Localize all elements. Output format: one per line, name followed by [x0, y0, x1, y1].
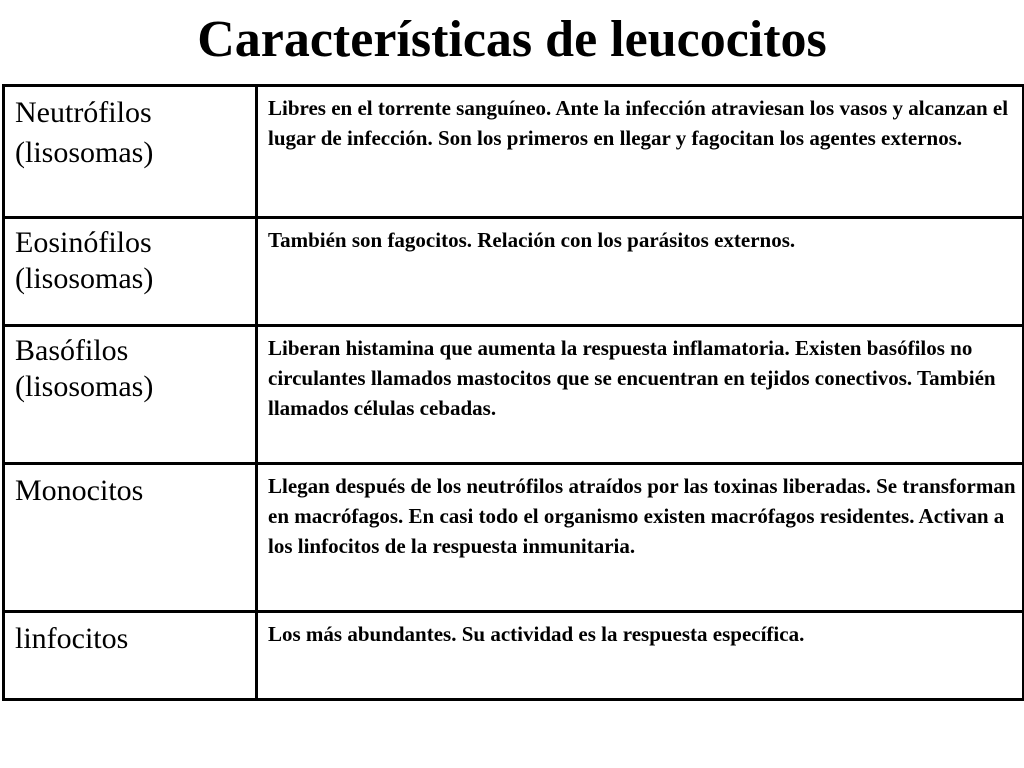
cell-description-linfocitos: Los más abundantes. Su actividad es la respuesta específica. — [257, 612, 1024, 700]
table-row — [4, 86, 1024, 218]
cell-description-basofilos: Liberan histamina que aumenta la respuesta inflamatoria. Existen basófilos no circulantes llamados mastocitos que se encuentran en tejidos conectivos. También llamados células cebadas. — [257, 326, 1024, 464]
cell-type-neutrofilos: Neutrófilos (lisosomas) — [4, 86, 257, 218]
cell-type-eosinofilos: Eosinófilos (lisosomas) — [4, 218, 257, 326]
cell-type-basofilos: Basófilos (lisosomas) — [4, 326, 257, 464]
cell-description-neutrofilos: Libres en el torrente sanguíneo. Ante la infección atraviesan los vasos y alcanzan el lugar de infección. Son los primeros en llegar y fagocitan los agentes externos. — [257, 86, 1024, 218]
leukocyte-table — [2, 84, 1024, 701]
table-row — [4, 326, 1024, 464]
table-row — [4, 612, 1024, 700]
slide-title: Características de leucocitos — [197, 11, 827, 68]
cell-description-monocitos: Llegan después de los neutrófilos atraídos por las toxinas liberadas. Se transforman en macrófagos. En casi todo el organismo existen macrófagos residentes. Activan a los linfocitos de la respuesta inmunitaria. — [257, 464, 1024, 612]
table-row — [4, 218, 1024, 326]
cell-type-monocitos: Monocitos — [4, 464, 257, 612]
table-row — [4, 464, 1024, 612]
cell-type-linfocitos: linfocitos — [4, 612, 257, 700]
cell-description-eosinofilos: También son fagocitos. Relación con los parásitos externos. — [257, 218, 1024, 326]
